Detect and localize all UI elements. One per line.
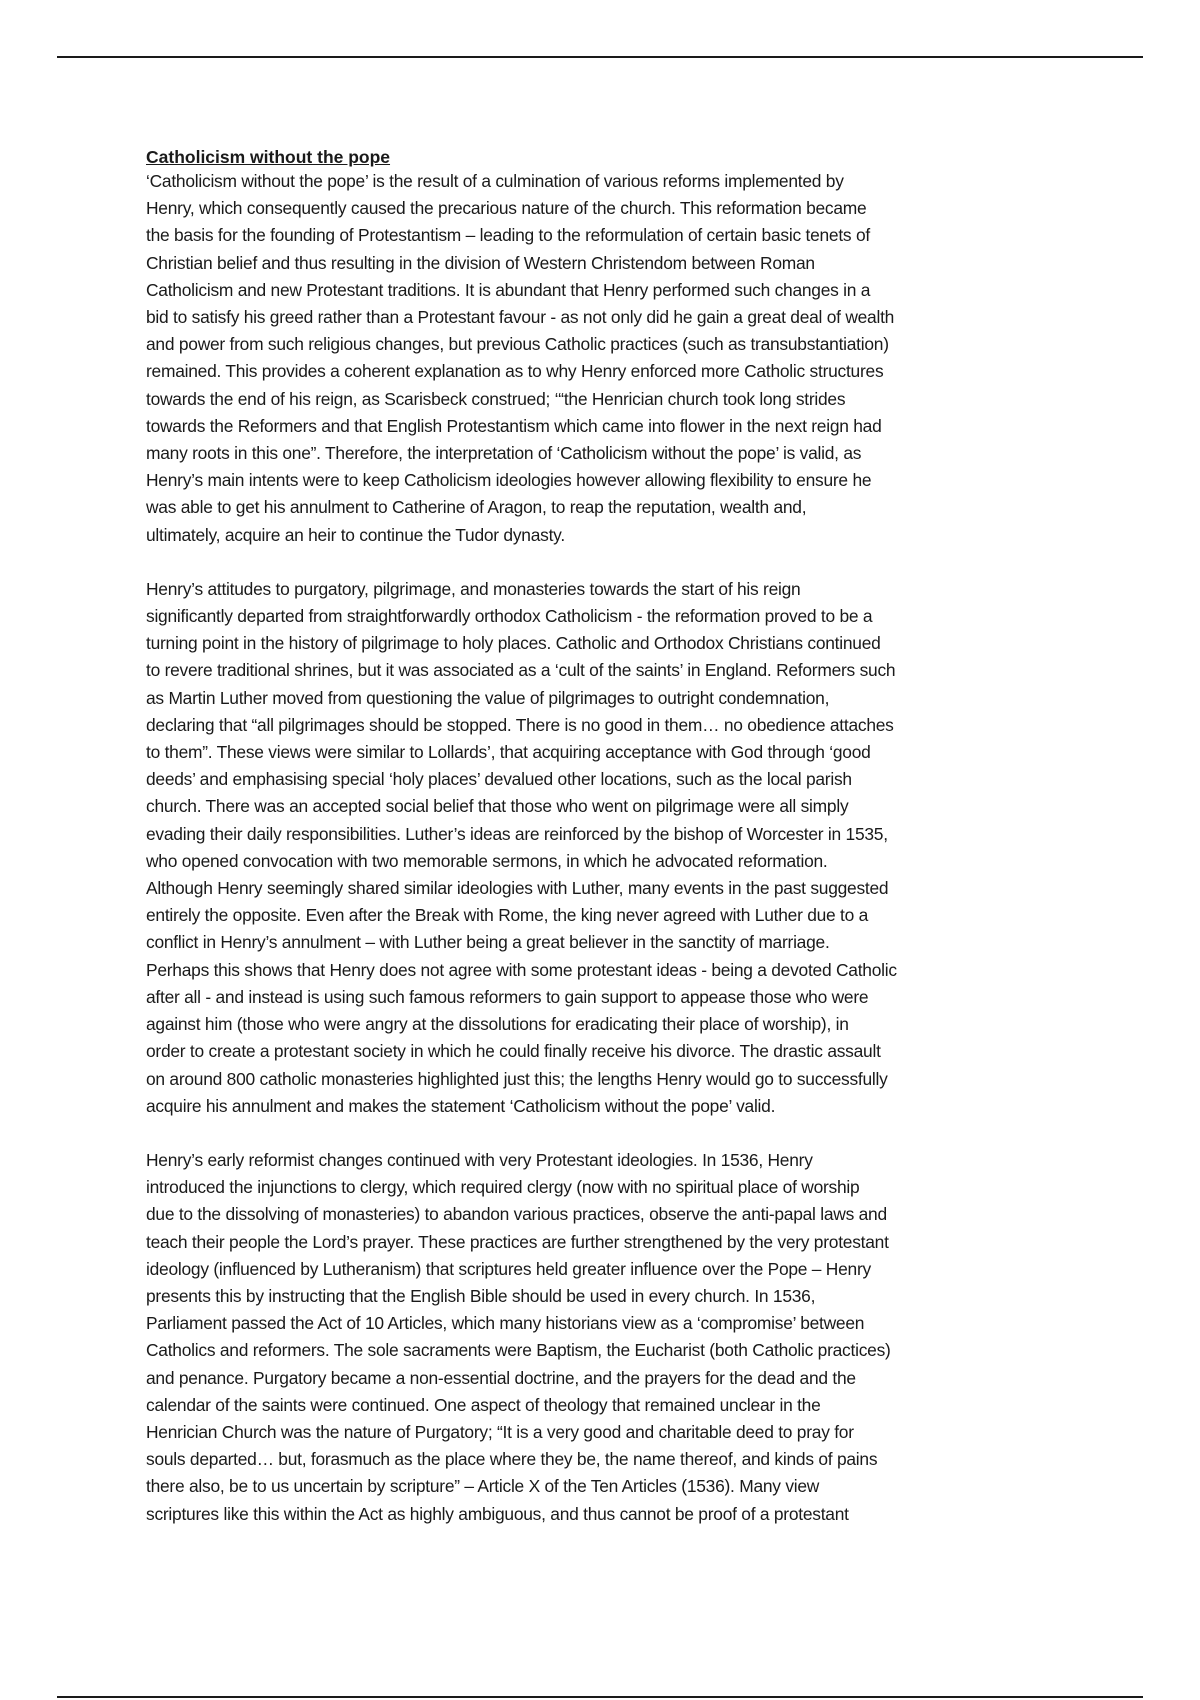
paragraph-line: ideology (influenced by Lutheranism) that scriptures held greater influence over the Pope – Henry — [146, 1258, 871, 1279]
paragraph-line: declaring that “all pilgrimages should be stopped. There is no good in them… no obedience attaches — [146, 714, 894, 735]
header-rule — [57, 56, 1143, 58]
paragraph-line: who opened convocation with two memorable sermons, in which he advocated reformation. — [146, 850, 828, 871]
paragraph-line: entirely the opposite. Even after the Break with Rome, the king never agreed with Luther due to a — [146, 905, 869, 926]
footer-rule — [57, 1696, 1143, 1698]
paragraph-line: deeds’ and emphasising special ‘holy places’ devalued other locations, such as the local parish — [146, 769, 852, 790]
paragraph-line: as Martin Luther moved from questioning the value of pilgrimages to outright condemnation, — [146, 687, 830, 708]
paragraph-line: towards the end of his reign, as Scarisbeck construed; ‘“the Henrician church took long strides — [146, 388, 846, 409]
paragraph-line: Christian belief and thus resulting in the division of Western Christendom between Roman — [146, 252, 815, 273]
paragraph-line: calendar of the saints were continued. One aspect of theology that remained unclear in the — [146, 1394, 821, 1415]
paragraph-line: to them”. These views were similar to Lollards’, that acquiring acceptance with God through ‘good — [146, 742, 871, 763]
paragraph-container — [146, 168, 1076, 1528]
paragraph-line: Catholics and reformers. The sole sacraments were Baptism, the Eucharist (both Catholic practices) — [146, 1340, 891, 1361]
paragraph-line: to revere traditional shrines, but it was associated as a ‘cult of the saints’ in England. Reformers such — [146, 660, 896, 681]
paragraph-line: Henrician Church was the nature of Purgatory; “It is a very good and charitable deed to pray for — [146, 1421, 854, 1442]
paragraph-line: turning point in the history of pilgrimage to holy places. Catholic and Orthodox Christians continued — [146, 633, 881, 654]
paragraph-line: Perhaps this shows that Henry does not agree with some protestant ideas - being a devoted Catholic — [146, 959, 897, 980]
paragraph-line: acquire his annulment and makes the statement ‘Catholicism without the pope’ valid. — [146, 1095, 776, 1116]
paragraph-line: bid to satisfy his greed rather than a Protestant favour - as not only did he gain a great deal of wealth — [146, 307, 895, 328]
paragraph-line: souls departed… but, forasmuch as the place where they be, the name thereof, and kinds of pains — [146, 1449, 878, 1470]
paragraph-line: evading their daily responsibilities. Luther’s ideas are reinforced by the bishop of Worcester in 1535, — [146, 823, 888, 844]
paragraph-line: many roots in this one”. Therefore, the interpretation of ‘Catholicism without the pope’ is valid, as — [146, 443, 862, 464]
paragraph-line: was able to get his annulment to Catherine of Aragon, to reap the reputation, wealth and, — [146, 497, 807, 518]
document-body — [146, 146, 1076, 1528]
paragraph-line: due to the dissolving of monasteries) to abandon various practices, observe the anti-papal laws and — [146, 1204, 887, 1225]
paragraph-line: order to create a protestant society in which he could finally receive his divorce. The drastic assault — [146, 1041, 881, 1062]
paragraph-line: Although Henry seemingly shared similar ideologies with Luther, many events in the past suggested — [146, 878, 889, 899]
paragraph-line: there also, be to us uncertain by scripture” – Article X of the Ten Articles (1536). Many view — [146, 1476, 820, 1497]
paragraph-line: Henry’s main intents were to keep Catholicism ideologies however allowing flexibility to ensure he — [146, 470, 872, 491]
body-paragraph — [146, 576, 1076, 1120]
body-paragraph — [146, 168, 1076, 549]
paragraph-line: teach their people the Lord’s prayer. These practices are further strengthened by the very protestant — [146, 1231, 889, 1252]
paragraph-line: Henry’s attitudes to purgatory, pilgrimage, and monasteries towards the start of his reign — [146, 578, 801, 599]
paragraph-line: Henry’s early reformist changes continued with very Protestant ideologies. In 1536, Henry — [146, 1149, 813, 1170]
paragraph-line: against him (those who were angry at the dissolutions for eradicating their place of worship), in — [146, 1014, 849, 1035]
paragraph-line: and penance. Purgatory became a non-essential doctrine, and the prayers for the dead and the — [146, 1367, 856, 1388]
paragraph-line: on around 800 catholic monasteries highlighted just this; the lengths Henry would go to successfully — [146, 1068, 888, 1089]
body-paragraph — [146, 1147, 1076, 1528]
paragraph-line: significantly departed from straightforwardly orthodox Catholicism - the reformation proved to be a — [146, 606, 873, 627]
document-title: Catholicism without the pope — [146, 147, 391, 167]
paragraph-line: conflict in Henry’s annulment – with Luther being a great believer in the sanctity of marriage. — [146, 932, 830, 953]
paragraph-line: scriptures like this within the Act as highly ambiguous, and thus cannot be proof of a protestant — [146, 1503, 849, 1524]
paragraph-line: and power from such religious changes, but previous Catholic practices (such as transubstantiation) — [146, 334, 889, 355]
paragraph-line: after all - and instead is using such famous reformers to gain support to appease those who were — [146, 986, 869, 1007]
paragraph-line: towards the Reformers and that English Protestantism which came into flower in the next reign had — [146, 415, 882, 436]
paragraph-line: Catholicism and new Protestant traditions. It is abundant that Henry performed such changes in a — [146, 279, 871, 300]
paragraph-line: introduced the injunctions to clergy, which required clergy (now with no spiritual place of worship — [146, 1177, 860, 1198]
paragraph-line: the basis for the founding of Protestantism – leading to the reformulation of certain basic tenets of — [146, 225, 870, 246]
paragraph-line: Parliament passed the Act of 10 Articles, which many historians view as a ‘compromise’ between — [146, 1313, 865, 1334]
paragraph-line: presents this by instructing that the English Bible should be used in every church. In 1536, — [146, 1285, 816, 1306]
paragraph-line: remained. This provides a coherent explanation as to why Henry enforced more Catholic structures — [146, 361, 884, 382]
paragraph-line: Henry, which consequently caused the precarious nature of the church. This reformation became — [146, 198, 867, 219]
paragraph-line: church. There was an accepted social belief that those who went on pilgrimage were all simply — [146, 796, 849, 817]
paragraph-line: ‘Catholicism without the pope’ is the result of a culmination of various reforms implemented by — [146, 171, 844, 191]
paragraph-line: ultimately, acquire an heir to continue the Tudor dynasty. — [146, 524, 565, 545]
